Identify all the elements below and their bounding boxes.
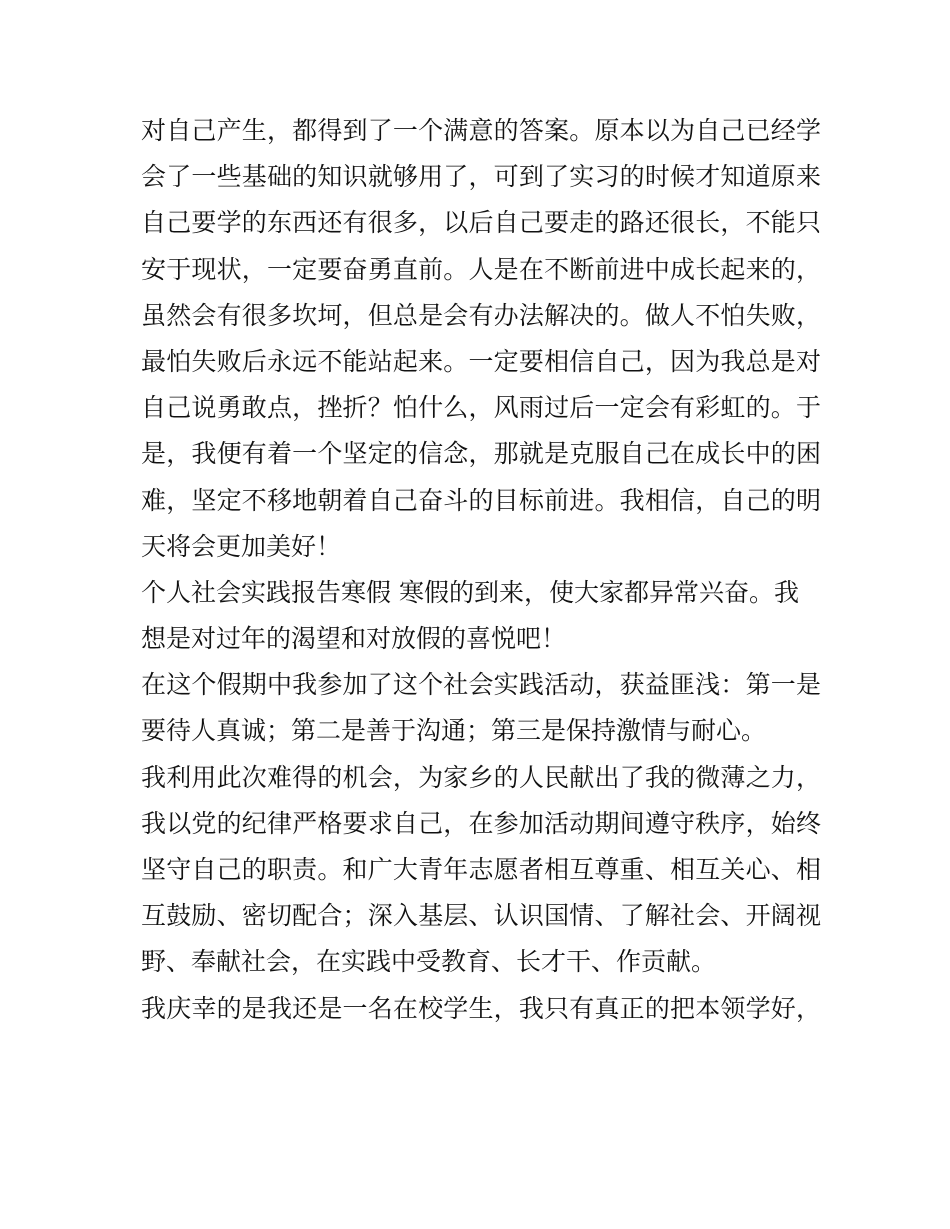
- text-line: 野、奉献社会，在实践中受教育、长才干、作贡献。: [141, 947, 717, 977]
- text-line: 想是对过年的渴望和对放假的喜悦吧！: [141, 624, 567, 654]
- text-line: 在这个假期中我参加了这个社会实践活动，获益匪浅：第一是: [141, 670, 821, 700]
- text-line: 对自己产生，都得到了一个满意的答案。原本以为自己已经学: [141, 116, 821, 145]
- text-line: 天将会更加美好！: [141, 531, 342, 561]
- text-line: 个人社会实践报告寒假 寒假的到来，使大家都异常兴奋。我: [141, 577, 799, 607]
- text-line: 要待人真诚；第二是善于沟通；第三是保持激情与耐心。: [141, 716, 767, 746]
- text-line: 最怕失败后永远不能站起来。一定要相信自己，因为我总是对: [141, 346, 821, 376]
- text-line: 会了一些基础的知识就够用了，可到了实习的时候才知道原来: [141, 162, 821, 192]
- text-line: 互鼓励、密切配合；深入基层、认识国情、了解社会、开阔视: [141, 901, 821, 931]
- text-line: 我利用此次难得的机会，为家乡的人民献出了我的微薄之力，: [141, 762, 821, 792]
- text-line: 安于现状，一定要奋勇直前。人是在不断前进中成长起来的，: [141, 254, 821, 284]
- text-line: 我庆幸的是我还是一名在校学生，我只有真正的把本领学好，: [141, 993, 821, 1023]
- text-line: 是，我便有着一个坚定的信念，那就是克服自己在成长中的困: [141, 439, 821, 469]
- text-line: 我以党的纪律严格要求自己，在参加活动期间遵守秩序，始终: [141, 808, 821, 838]
- text-line: 难，坚定不移地朝着自己奋斗的目标前进。我相信，自己的明: [141, 485, 821, 515]
- text-line: 自己要学的东西还有很多，以后自己要走的路还很长，不能只: [141, 208, 821, 238]
- text-line: 自己说勇敢点，挫折？怕什么，风雨过后一定会有彩虹的。于: [141, 393, 821, 423]
- text-line: 虽然会有很多坎坷，但总是会有办法解决的。做人不怕失败，: [141, 300, 821, 330]
- body-text: [141, 108, 821, 1032]
- text-line: 坚守自己的职责。和广大青年志愿者相互尊重、相互关心、相: [141, 855, 821, 884]
